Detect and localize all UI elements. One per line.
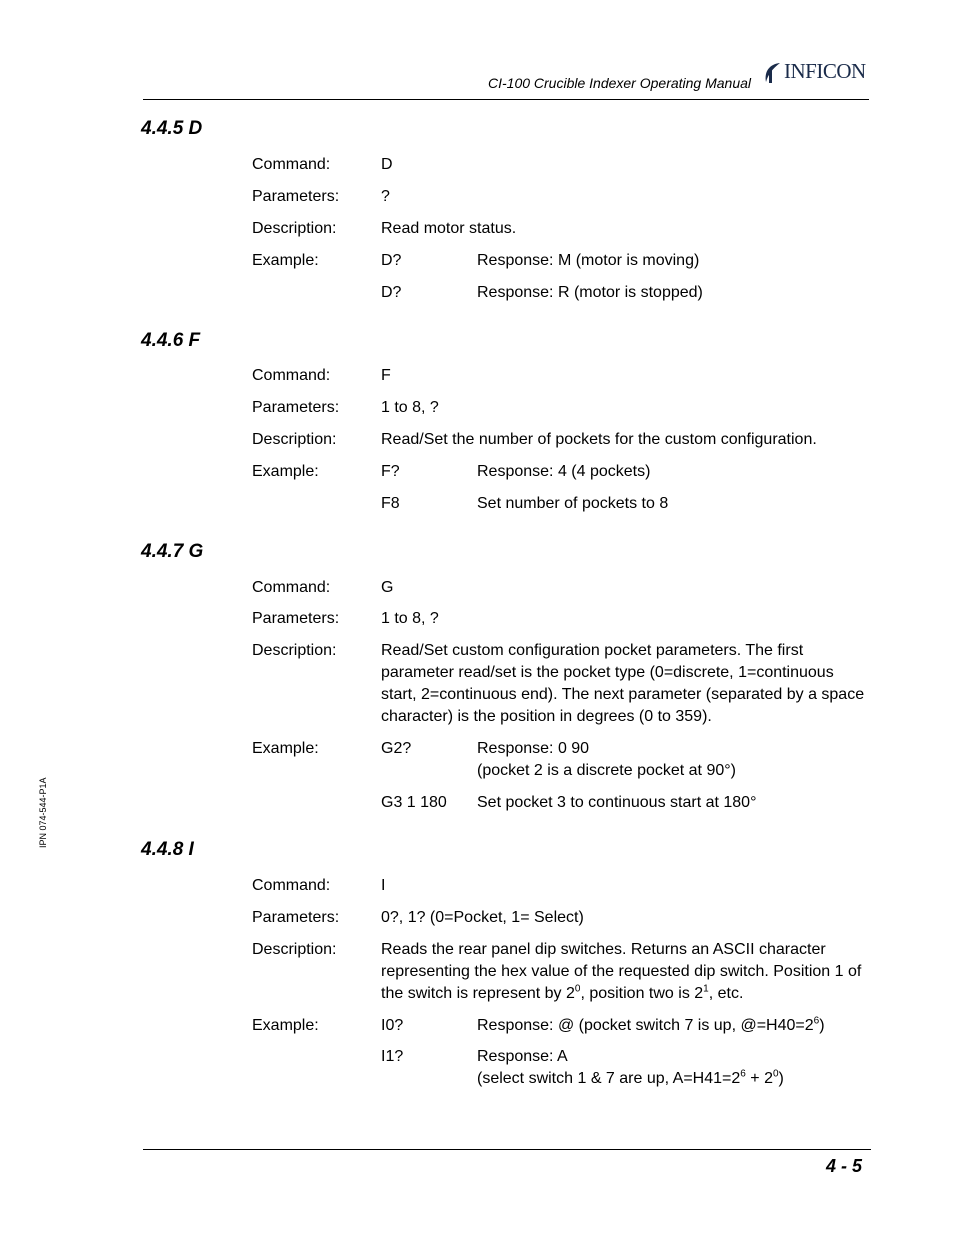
example-result: Response: 4 (4 pockets) [477, 463, 651, 480]
description-value: Read/Set custom configuration pocket parameters. The first parameter read/set is the pocket type (0=discrete, 1=continuous start, 2=continuous end). The next parameter (separated by a space character) is the position in degrees (0 to 359). [381, 642, 865, 725]
parameters-value: 1 to 8, ? [381, 399, 439, 416]
description-label: Description: [252, 431, 337, 448]
command-label: Command: [252, 579, 331, 596]
description-label: Description: [252, 941, 337, 958]
header-rule [143, 99, 869, 100]
example-result: Response: A [477, 1048, 568, 1065]
logo-text: INFICON [784, 59, 866, 83]
superscript: 6 [740, 1068, 746, 1080]
superscript: 0 [772, 1068, 779, 1080]
description-text: Reads the rear panel dip switches. Returns an ASCII character representing the hex value of the requested dip switch. Position 1 of the switch is represent by 2 [381, 941, 862, 1002]
parameters-label: Parameters: [252, 188, 340, 205]
section-heading: 4.4.5 D [141, 118, 203, 139]
example-command: G2? [381, 740, 412, 757]
description-label: Description: [252, 642, 337, 659]
example-command: D? [381, 284, 402, 301]
example-label: Example: [252, 740, 319, 757]
superscript: 6 [813, 1015, 820, 1027]
parameters-label: Parameters: [252, 610, 340, 627]
description-value [381, 939, 871, 1005]
parameters-label: Parameters: [252, 399, 340, 416]
superscript: 0 [574, 983, 581, 995]
example-result-detail: (pocket 2 is a discrete pocket at 90°) [477, 762, 736, 779]
example-label: Example: [252, 252, 319, 269]
example-result: Set pocket 3 to continuous start at 180° [477, 794, 757, 811]
command-value: F [381, 367, 391, 384]
result-text: Response: @ (pocket switch 7 is up, @=H40=2 [477, 1017, 814, 1034]
example-command: I0? [381, 1017, 404, 1034]
description-value: Read/Set the number of pockets for the custom configuration. [381, 431, 817, 448]
example-result [477, 1015, 825, 1037]
command-value: I [381, 877, 386, 894]
section-heading: 4.4.7 G [141, 541, 204, 562]
example-command: F8 [381, 495, 400, 512]
command-value: D [381, 156, 393, 173]
example-label: Example: [252, 1017, 319, 1034]
description-text: , etc. [708, 985, 744, 1002]
superscript: 1 [703, 983, 709, 995]
example-command: F? [381, 463, 400, 480]
description-label: Description: [252, 220, 337, 237]
result-text: (select switch 1 & 7 are up, A=H41=2 [477, 1070, 741, 1087]
section-heading: 4.4.6 F [141, 330, 201, 351]
footer-rule [143, 1149, 871, 1150]
parameters-value: 0?, 1? (0=Pocket, 1= Select) [381, 909, 584, 926]
command-label: Command: [252, 877, 331, 894]
page-number: 4 - 5 [826, 1156, 863, 1176]
parameters-value: ? [381, 188, 390, 205]
manual-title: CI-100 Crucible Indexer Operating Manual [488, 75, 752, 91]
example-result: Response: M (motor is moving) [477, 252, 700, 269]
parameters-value: 1 to 8, ? [381, 610, 439, 627]
section-heading: 4.4.8 I [141, 839, 194, 860]
side-note-ipn: IPN 074-544-P1A [38, 777, 48, 848]
result-text: ) [778, 1070, 784, 1087]
inficon-logo-mark-icon [760, 60, 784, 84]
parameters-label: Parameters: [252, 909, 340, 926]
result-text: + 2 [745, 1070, 773, 1087]
description-value: Read motor status. [381, 220, 517, 237]
example-command: I1? [381, 1048, 404, 1065]
example-command: G3 1 180 [381, 794, 447, 811]
example-result: Response: 0 90 [477, 740, 590, 757]
command-value: G [381, 579, 394, 596]
inficon-logo [760, 59, 866, 84]
description-text: , position two is 2 [580, 985, 704, 1002]
example-command: D? [381, 252, 402, 269]
example-result-detail [477, 1068, 784, 1090]
example-label: Example: [252, 463, 319, 480]
command-label: Command: [252, 367, 331, 384]
example-result: Response: R (motor is stopped) [477, 284, 703, 301]
example-result: Set number of pockets to 8 [477, 495, 669, 512]
result-text: ) [819, 1017, 825, 1034]
command-label: Command: [252, 156, 331, 173]
